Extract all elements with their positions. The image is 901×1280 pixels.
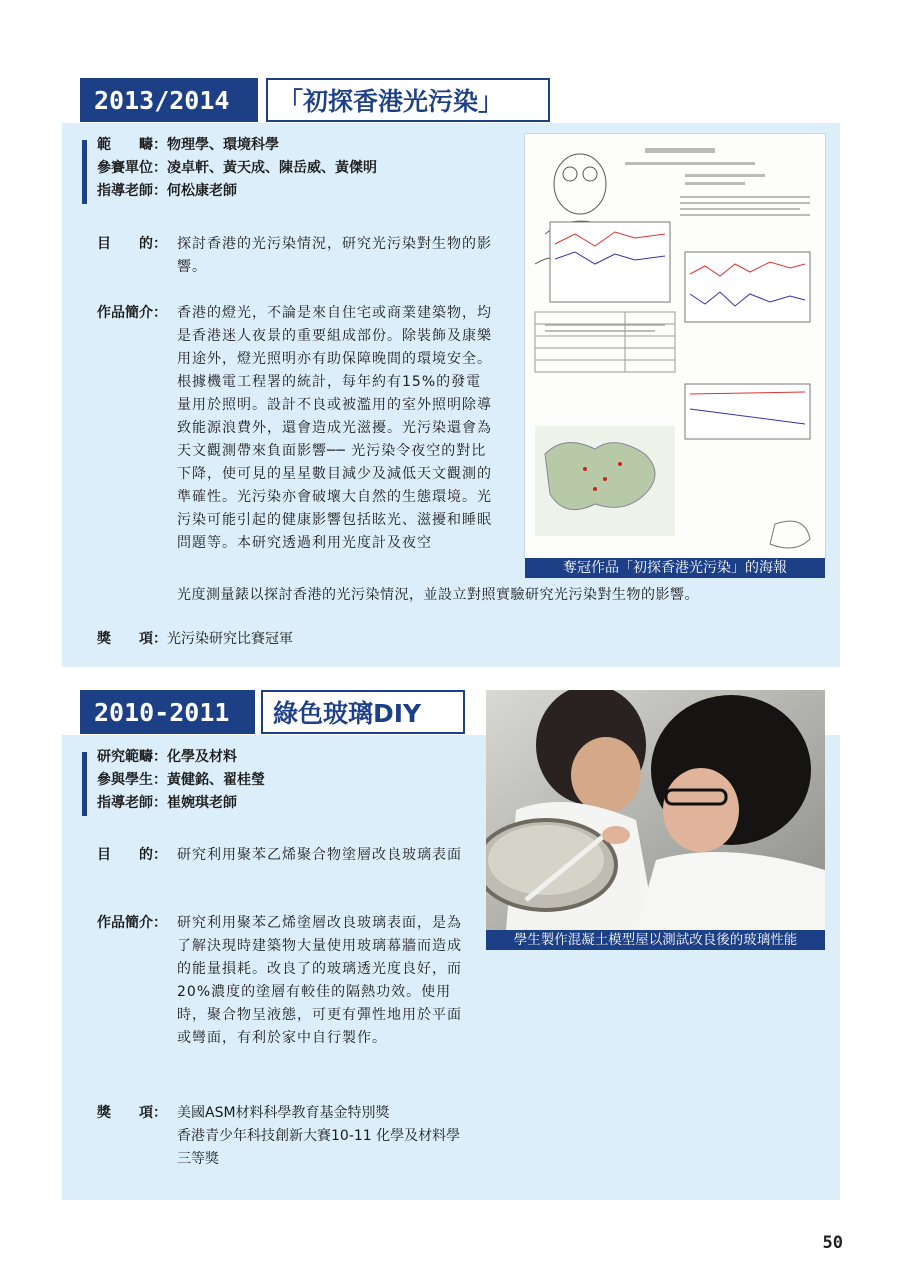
teacher2-value: 崔婉琪老師	[167, 795, 237, 811]
section1-award	[97, 628, 497, 651]
section2-meta-bar	[82, 752, 87, 816]
team-value: 凌卓軒、黃天成、陳岳威、黃傑明	[167, 160, 377, 176]
section1-meta-bar	[82, 140, 87, 204]
section1-year: 2013/2014	[80, 78, 258, 122]
purpose2-label: 目 的：	[97, 847, 167, 863]
scope-label: 範 疇：	[97, 137, 167, 153]
intro2-label: 作品簡介：	[97, 915, 167, 931]
section2-meta	[97, 746, 477, 815]
photo-caption: 學生製作混凝土模型屋以測試改良後的玻璃性能	[486, 930, 825, 950]
purpose-text: 探討香港的光污染情況，研究光污染對生物的影響。	[177, 236, 492, 275]
poster-caption: 奪冠作品「初探香港光污染」的海報	[525, 558, 825, 578]
award2-label: 獎 項：	[97, 1105, 167, 1121]
section2-award	[97, 1102, 477, 1172]
award2-line2: 香港青少年科技創新大賽10-11 化學及材料學 三等獎	[177, 1128, 461, 1167]
lab-photo	[486, 690, 825, 930]
section1-meta	[97, 134, 517, 203]
section2-year: 2010-2011	[80, 690, 255, 734]
section2-purpose	[97, 844, 477, 892]
intro2-text: 研究利用聚苯乙烯塗層改良玻璃表面，是為了解決現時建築物大量使用玻璃幕牆而造成的能量損耗。改良了的玻璃透光度良好，而20%濃度的塗層有較佳的隔熱功效。使用時，聚合物呈液態，可更有彈性地用於平面或彎面，有利於家中自行製作。	[177, 915, 462, 1046]
team-label: 參賽單位：	[97, 160, 167, 176]
purpose2-text: 研究利用聚苯乙烯聚合物塗層改良玻璃表面	[177, 847, 462, 863]
scope2-value: 化學及材料	[167, 749, 237, 765]
teacher-label: 指導老師：	[97, 183, 167, 199]
poster-image	[524, 133, 826, 559]
section1-purpose	[97, 233, 497, 281]
award2-line1: 美國ASM材料科學教育基金特別獎	[177, 1105, 390, 1121]
intro-text: 香港的燈光，不論是來自住宅或商業建築物，均是香港迷人夜景的重要組成部份。除裝飾及康樂用途外，燈光照明亦有助保障晚間的環境安全。根據機電工程署的統計，每年約有15%的發電量用於照明。設計不良或被濫用的室外照明除導致能源浪費外，還會造成光滋擾。光污染還會為天文觀測帶來負面影響── 光污染令夜空的對比下降，使可見的星星數目減少及減低天文觀測的準確性。光污染亦會破壞大自然的生態環境。光污染可能引起的健康影響包括眩光、滋擾和睡眠問題等。本研究透過利用光度計及夜空	[177, 305, 492, 551]
poster-graphic	[525, 134, 825, 558]
purpose-label: 目 的：	[97, 236, 167, 252]
section2-title: 綠色玻璃DIY	[261, 690, 465, 734]
scope-value: 物理學、環境科學	[167, 137, 279, 153]
lab-photo-graphic	[486, 690, 825, 930]
intro-label: 作品簡介：	[97, 305, 167, 321]
section1-intro	[97, 302, 517, 582]
team2-value: 黃健銘、翟桂瑩	[167, 772, 265, 788]
award-text: 光污染研究比賽冠軍	[167, 631, 293, 647]
teacher2-label: 指導老師：	[97, 795, 167, 811]
section1-intro-tail: 光度測量錶以探討香港的光污染情況，並設立對照實驗研究光污染對生物的影響。	[177, 587, 699, 603]
teacher-value: 何松康老師	[167, 183, 237, 199]
section1-title: 「初探香港光污染」	[266, 78, 550, 122]
scope2-label: 研究範疇：	[97, 749, 167, 765]
page-number: 50	[822, 1233, 843, 1253]
award-label: 獎 項：	[97, 631, 167, 647]
team2-label: 參與學生：	[97, 772, 167, 788]
section2-intro	[97, 912, 477, 1082]
